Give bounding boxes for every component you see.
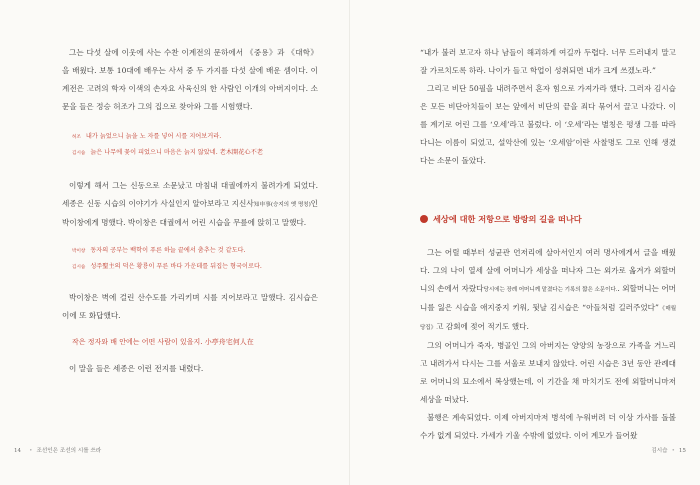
verse [62,130,318,146]
paragraph: 박이창은 벽에 걸린 산수도를 가리키며 시를 지어보라고 말했다. 김시습은 이에 또 화답했다. [62,293,318,320]
verse: 작은 정자와 배 안에는 어떤 사람이 있을지. 小亭舟宅何人在 [72,338,254,346]
bullet-icon: • [29,448,33,454]
paragraph-text: . 외할머니는 어머니를 잃은 시습을 애지중지 키워, 뒷날 김시습은 “아들처럼 길러주었다” [420,284,676,312]
bullet-icon: • [671,448,675,454]
paragraph: 그리고 비단 50필을 내려주면서 혼자 힘으로 가져가라 했다. 그러자 김시습은 모든 비단아치들이 보는 앞에서 비단의 끝을 죄다 묶어서 끌고 나갔다. 이를 계기로 어린 그를 ‘오세’라고 불렀다. 이 ‘오세’라는 별칭은 평생 그를 따라다니는 이름이 되었고, 설악산에 있는 ‘오세암’이란 사찰명도 그로 인해 생겼다는 소문이 돌았다. [420,84,676,165]
speaker-tag: 김시습 [72,150,86,156]
page-footer [14,446,101,454]
paragraph: 불행은 계속되었다. 이제 아버지마저 병석에 누워버려 더 이상 가사를 돌볼 수가 없게 되었다. 가세가 기울 수밖에 없었다. 이어 계모가 들어왔 [420,413,676,440]
speaker-tag: 박이창 [72,249,86,254]
inline-note: 당시에는 장례 어머니께 맡겼다는 기록의 짧은 소문이다. [483,287,618,293]
speaker-tag: 허조 [72,135,81,140]
paragraph [62,177,318,232]
verse [62,146,318,162]
verse-text: 늙은 나무에 꽃이 피었으니 마음은 늙지 않았네. 老木開花心不老 [90,148,263,156]
right-page [350,0,700,485]
heading-bullet-icon [420,215,428,223]
paragraph-text: 이렇게 해서 그는 신동으로 소문났고 마침내 대궐에까지 불려가게 되었다. 세종은 신동 시습의 이야기가 사실인지 알아보라고 지신사 [62,181,318,208]
verse-text: 동자의 공부는 백학이 푸른 하늘 끝에서 춤추는 것 같도다. [90,247,246,254]
paragraph: 이 말을 들은 세종은 이런 전지를 내렸다. [69,363,204,373]
verse-text: 내가 늙었으니 늙을 노 자를 넣어 시를 지어보거라. [85,133,222,140]
heading-text: 세상에 대한 저항으로 방랑의 길을 떠나다 [433,214,582,224]
inline-note: 《매월당집》 [420,306,676,331]
verse-text: 성주聖主의 덕은 황룡이 푸른 바다 가운데를 뒤집는 형국이로다. [90,262,262,270]
paragraph: “내가 불러 보고자 하나 남들이 해괴하게 여길까 두렵다. 너무 드러내지 말고 잘 가르치도록 하라. 나이가 들고 학업이 성취되면 내가 크게 쓰겠노라.” [420,48,676,75]
inline-note: 知申事(승지의 옛 명칭) [253,202,311,208]
section-heading [420,210,676,228]
paragraph [420,244,676,337]
page-footer [651,446,686,454]
paragraph-text: 인 박이창에게 명했다. 박이창은 대궐에서 어린 시습을 무릎에 앉히고 말했다. [62,199,318,227]
running-title: 조선인은 조선의 시를 쓰라 [36,448,102,454]
right-column [420,44,676,445]
left-column [62,44,318,378]
verse [62,260,318,276]
paragraph: 그는 다섯 살에 이웃에 사는 수찬 이계전의 문하에서 《중용》과 《대학》을 배웠다. 보통 10대에 배우는 사서 중 두 가지를 다섯 살에 배운 셈이다. 이계전은 고려의 학자 이색의 손자요 사육신의 한 사람인 이개의 아버지이다. 소문을 들은 정승 허조가 그의 집으로 찾아와 그를 시험했다. [62,48,318,111]
paragraph-text: 고 감회에 젖어 적기도 했다. [436,322,529,331]
running-author: 김시습 [651,448,668,454]
page-number: 14 [14,448,22,454]
verse [62,244,318,260]
paragraph: 그의 어머니가 죽자, 병골인 그의 아버지는 양양의 농장으로 가족을 거느리고 내려가서 다시는 그를 서울로 보내지 않았다. 어린 시습은 3년 동안 관례대로 어머니의 묘소에서 복상했는데, 이 기간을 채 마치기도 전에 외할머니마저 세상을 떠났다. [420,341,676,404]
paragraph-text: 그는 어릴 때부터 성균관 언저리에 살아서인지 여러 명사에게서 글을 배웠다. 그의 나이 열세 살에 어머니가 세상을 떠나자 그는 외가로 옮겨가 외할머니의 손에서 자랐다 [420,248,676,293]
page-number: 15 [678,448,686,454]
speaker-tag: 김시습 [72,264,86,270]
